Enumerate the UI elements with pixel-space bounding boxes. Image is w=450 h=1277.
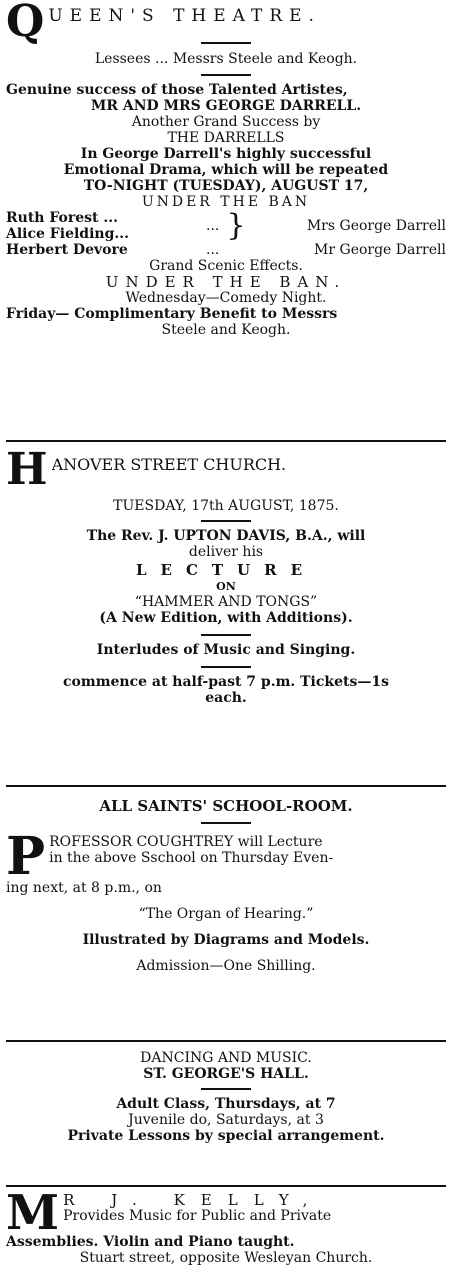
queens-theatre-ad: [6, 2, 446, 338]
hanover-church-ad: [6, 444, 446, 706]
queens-line-1: Genuine success of those Talented Artistes,: [6, 82, 348, 98]
hanover-date: TUESDAY, 17th AUGUST, 1875.: [113, 498, 339, 514]
allsaints-ad: [6, 796, 446, 974]
hanover-dropcap: H: [6, 444, 48, 495]
divider-2: [6, 785, 446, 787]
allsaints-dropcap: P: [6, 826, 46, 887]
cast-dots: ...: [206, 218, 220, 234]
hanover-short-rule-3: [201, 666, 251, 668]
dancing-adult: Adult Class, Thursdays, at 7: [116, 1096, 336, 1112]
allsaints-illustrated: Illustrated by Diagrams and Models.: [82, 932, 370, 948]
allsaints-line-3: ing next, at 8 p.m., on: [6, 880, 162, 896]
queens-wednesday: Wednesday—Comedy Night.: [125, 290, 327, 306]
kelly-line-3: Assemblies. Violin and Piano taught.: [6, 1234, 295, 1250]
queens-cast-row-3: [6, 242, 446, 258]
queens-line-6: Emotional Drama, which will be repeated: [63, 162, 389, 178]
allsaints-short-rule: [201, 822, 251, 824]
hanover-speaker: The Rev. J. UPTON DAVIS, B.A., will: [86, 528, 366, 544]
queens-line-4: THE DARRELLS: [167, 130, 285, 146]
allsaints-title: ALL SAINTS' SCHOOL-ROOM.: [99, 797, 353, 815]
dancing-hall: ST. GEORGE'S HALL.: [143, 1066, 309, 1082]
hanover-subject: “HAMMER AND TONGS”: [134, 594, 318, 610]
hanover-lecture: LECTURE: [135, 561, 317, 579]
queens-line-8: UNDER THE BAN: [141, 194, 311, 210]
cast-role-ruth: Ruth Forest ...: [6, 210, 118, 226]
queens-line-7: TO-NIGHT (TUESDAY), AUGUST 17,: [83, 178, 369, 194]
hanover-short-rule: [201, 520, 251, 522]
queens-short-rule-2: [201, 74, 251, 76]
cast-brace: }: [226, 208, 246, 243]
cast-actor-mrs: Mrs George Darrell: [306, 218, 446, 234]
divider-3: [6, 1040, 446, 1042]
divider-4: [6, 1185, 446, 1187]
cast-role-alice: Alice Fielding...: [6, 226, 129, 242]
hanover-on: ON: [216, 580, 236, 593]
queens-friday-1: Friday— Complimentary Benefit to Messrs: [6, 306, 338, 322]
dancing-ad: [6, 1050, 446, 1144]
divider-1: [6, 440, 446, 442]
kelly-ad: [6, 1185, 446, 1266]
cast-actor-mr: Mr George Darrell: [314, 242, 446, 258]
queens-scenic: Grand Scenic Effects.: [149, 258, 303, 274]
hanover-commence-1: commence at half-past 7 p.m. Tickets—1s: [63, 674, 389, 690]
cast-role-herbert: Herbert Devore: [6, 242, 128, 258]
queens-line-5: In George Darrell's highly successful: [80, 146, 372, 162]
queens-title: UEEN'S THEATRE.: [48, 6, 321, 26]
hanover-commence-2: each.: [205, 690, 247, 706]
allsaints-topic: “The Organ of Hearing.”: [138, 906, 314, 922]
dancing-juvenile: Juvenile do, Saturdays, at 3: [128, 1112, 324, 1128]
hanover-edition: (A New Edition, with Additions).: [99, 610, 353, 626]
queens-line-3: Another Grand Success by: [131, 114, 321, 130]
queens-cast-block: [6, 210, 446, 242]
hanover-interludes: Interludes of Music and Singing.: [96, 642, 356, 658]
allsaints-line-1: ROFESSOR COUGHTREY will Lecture: [49, 834, 323, 850]
dancing-title: DANCING AND MUSIC.: [140, 1050, 312, 1066]
kelly-line-4: Stuart street, opposite Wesleyan Church.: [79, 1250, 373, 1266]
queens-friday-2: Steele and Keogh.: [161, 322, 291, 338]
kelly-dropcap: M: [6, 1185, 60, 1241]
hanover-deliver: deliver his: [188, 544, 264, 560]
queens-title-repeat: UNDER THE BAN.: [105, 274, 347, 290]
dancing-short-rule: [201, 1088, 251, 1090]
allsaints-admission: Admission—One Shilling.: [136, 958, 316, 974]
queens-line-2: MR AND MRS GEORGE DARRELL.: [90, 98, 362, 114]
cast-dots-3: ...: [206, 242, 220, 258]
hanover-short-rule-2: [201, 634, 251, 636]
queens-dropcap: Q: [6, 0, 45, 47]
queens-lessees: Lessees ... Messrs Steele and Keogh.: [94, 51, 358, 67]
kelly-line-2: Provides Music for Public and Private: [63, 1208, 332, 1224]
queens-short-rule: [201, 42, 251, 44]
hanover-title: ANOVER STREET CHURCH.: [51, 455, 287, 474]
dancing-private: Private Lessons by special arrangement.: [67, 1128, 385, 1144]
kelly-line-1: R J. KELLY,: [63, 1192, 324, 1208]
allsaints-line-2: in the above Sschool on Thursday Even-: [49, 850, 334, 866]
